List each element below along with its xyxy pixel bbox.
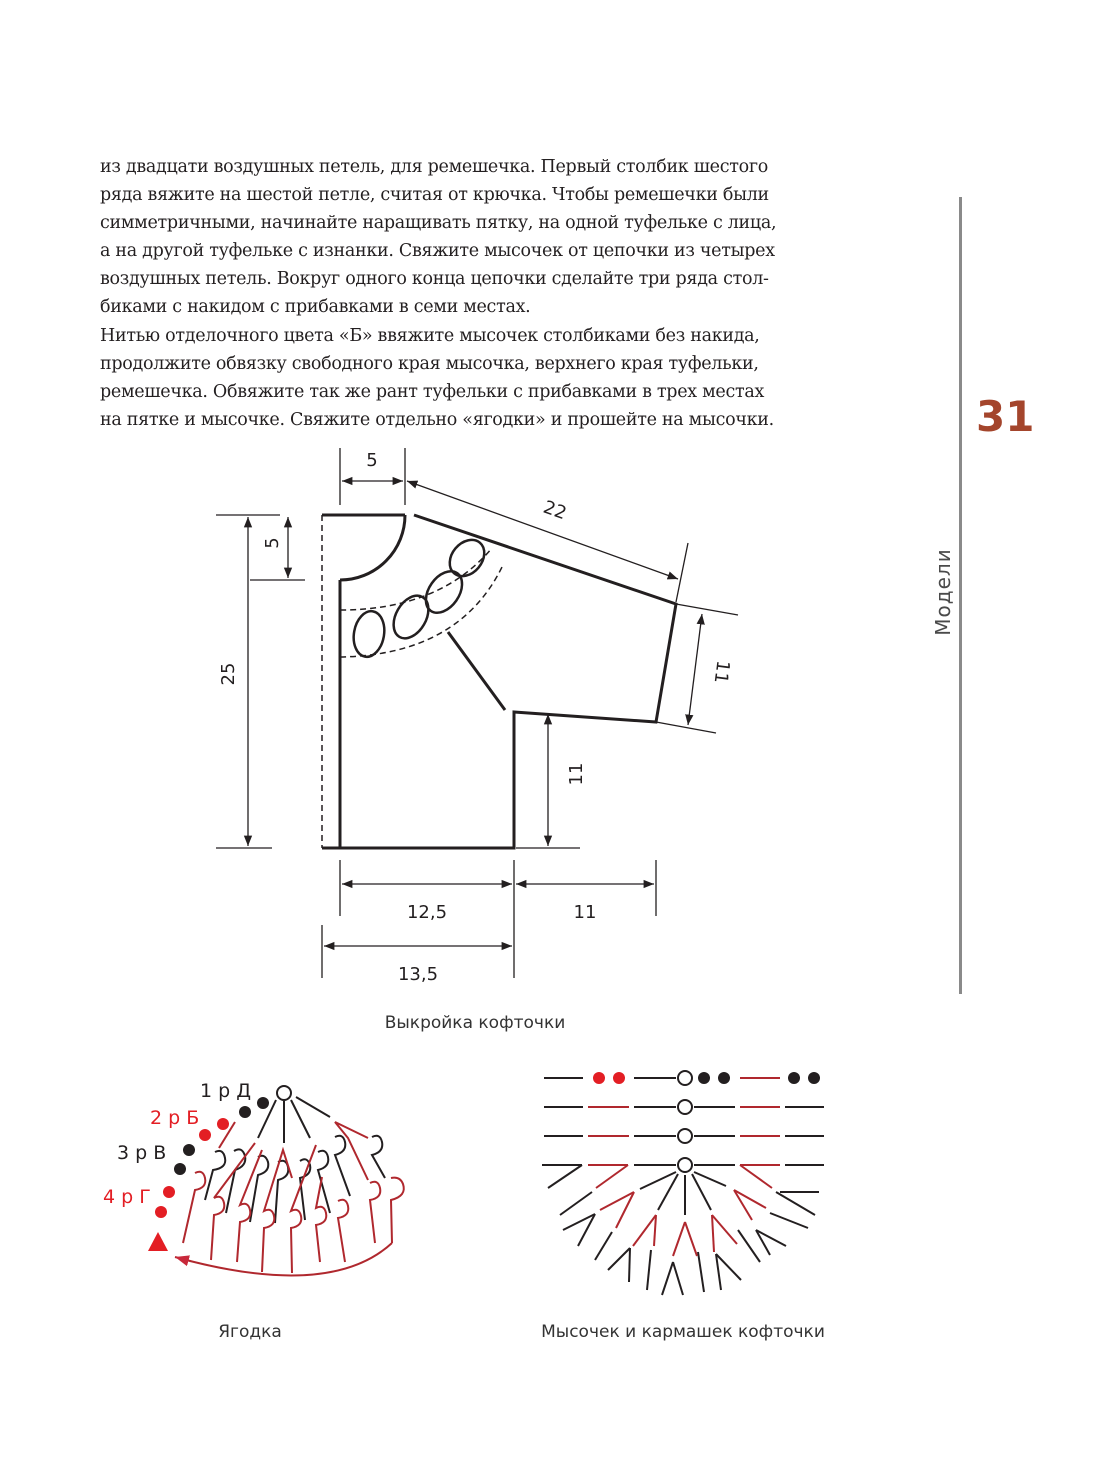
pattern-diagram: [216, 448, 738, 978]
toe-chart: [542, 1071, 824, 1295]
page-number: 31: [976, 392, 1035, 441]
text-line: ремешечка. Обвяжите так же рант туфельки с прибавками в трех местах: [100, 381, 765, 402]
text-line: воздушных петель. Вокруг одного конца цепочки сделайте три ряда стол-: [100, 269, 769, 290]
dim-height: 25: [218, 662, 239, 686]
dim-neck-depth: 5: [262, 537, 283, 549]
section-title: Модели: [931, 548, 955, 636]
text-line: Нитью отделочного цвета «Б» ввяжите мысочек столбиками без накида,: [100, 325, 760, 346]
row-label-3: 3 р В: [117, 1142, 167, 1164]
text-line: из двадцати воздушных петель, для ремешечка. Первый столбик шестого: [100, 157, 768, 177]
dim-bottom-total: 13,5: [397, 964, 439, 985]
dim-bottom-inner: 12,5: [406, 902, 448, 923]
berry-oval: [350, 609, 388, 660]
berry-caption: Ягодка: [218, 1322, 282, 1342]
pattern-caption: Выкройка кофточки: [384, 1013, 566, 1033]
berry-oval: [419, 565, 470, 620]
text-line: продолжите обвязку свободного края мысочка, верхнего края туфельки,: [100, 353, 759, 374]
dim-bottom-sleeve: 11: [573, 902, 597, 923]
row-label-4: 4 р Г: [103, 1186, 151, 1208]
toe-caption: Мысочек и кармашек кофточки: [541, 1322, 825, 1342]
pattern-outline: [340, 515, 676, 848]
berry-oval: [443, 533, 492, 583]
text-line: на пятке и мысочке. Свяжите отдельно «ягодки» и прошейте на мысочки.: [100, 409, 774, 430]
row-label-1: 1 р Д: [200, 1080, 252, 1102]
berry-oval: [387, 590, 436, 645]
text-line: ряда вяжите на шестой петле, считая от крючка. Чтобы ремешечки были: [100, 185, 769, 206]
text-line: биками с накидом с прибавками в семи местах.: [100, 297, 531, 318]
dim-sleeve-top: 22: [540, 496, 570, 525]
text-line: симметричными, начинайте наращивать пятку, на одной туфельке с лица,: [100, 213, 777, 234]
berry-chart: [103, 1080, 404, 1275]
text-line: а на другой туфельке с изнанки. Свяжите мысочек от цепочки из четырех: [100, 241, 775, 262]
dim-side: 11: [566, 762, 587, 786]
dim-sleeve-cuff: 11: [709, 659, 734, 685]
dim-top-width: 5: [366, 450, 378, 471]
row-label-2: 2 р Б: [150, 1107, 200, 1129]
